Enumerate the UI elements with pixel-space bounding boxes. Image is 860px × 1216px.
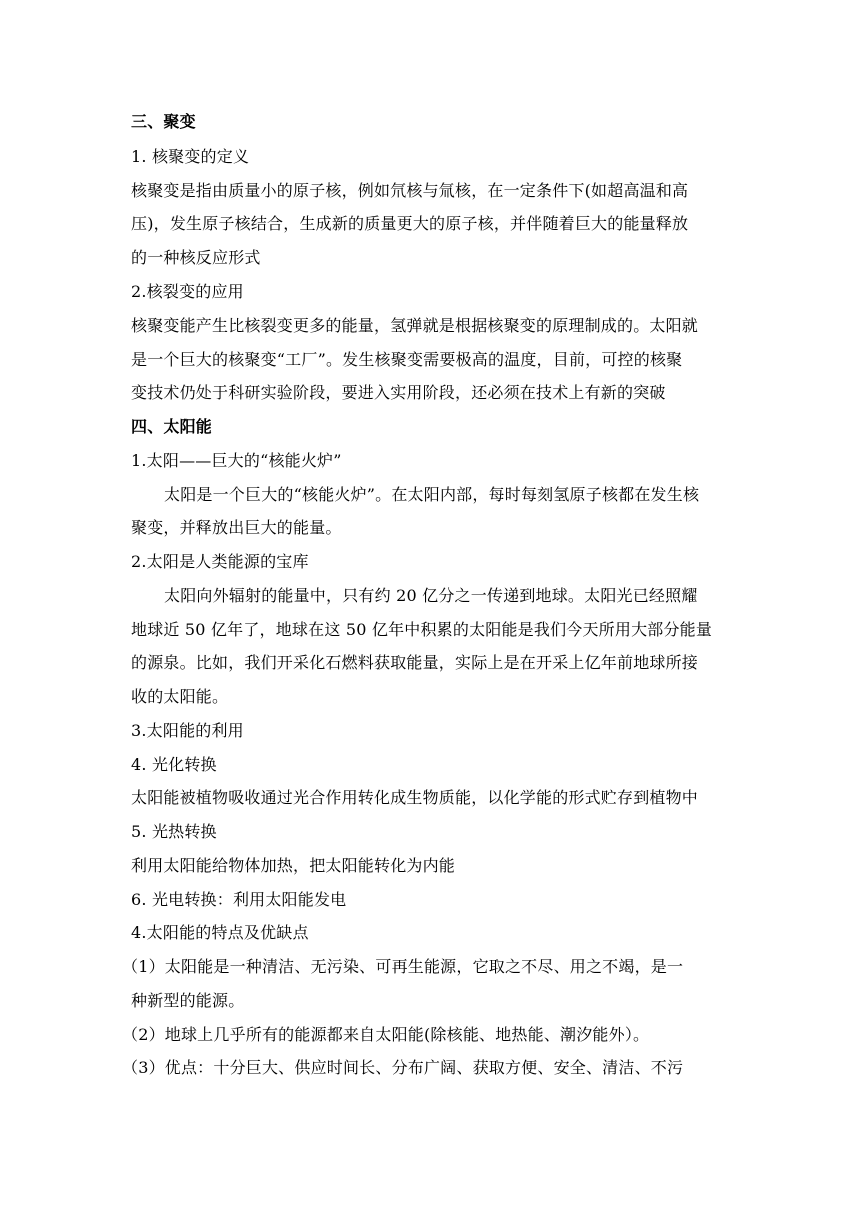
subheading-fission-application: 2.核裂变的应用 bbox=[131, 282, 244, 301]
list-item-line: 种新型的能源。 bbox=[131, 991, 245, 1010]
subheading-photothermal: 5. 光热转换 bbox=[131, 822, 217, 841]
subheading-solar-utilization: 3.太阳能的利用 bbox=[131, 721, 244, 740]
subheading-solar-features: 4.太阳能的特点及优缺点 bbox=[131, 923, 309, 942]
paragraph-line: 利用太阳能给物体加热，把太阳能转化为内能 bbox=[131, 856, 456, 875]
paragraph-line: 收的太阳能。 bbox=[131, 687, 229, 706]
paragraph-line: 压)，发生原子核结合，生成新的质量更大的原子核，并伴随着巨大的能量释放 bbox=[131, 214, 689, 233]
paragraph-line: 是一个巨大的核聚变“工厂”。发生核聚变需要极高的温度，目前，可控的核聚 bbox=[131, 350, 683, 369]
section-heading-fusion: 三、聚变 bbox=[131, 112, 196, 131]
subheading-fusion-definition: 1. 核聚变的定义 bbox=[131, 147, 250, 166]
list-item-line: （2）地球上几乎所有的能源都来自太阳能(除核能、地热能、潮汐能外）。 bbox=[122, 1025, 650, 1044]
paragraph-line: 核聚变是指由质量小的原子核，例如氘核与氚核，在一定条件下(如超高温和高 bbox=[131, 181, 689, 200]
paragraph-line: 太阳能被植物吸收通过光合作用转化成生物质能，以化学能的形式贮存到植物中 bbox=[131, 788, 699, 807]
paragraph-line: 地球近 50 亿年了，地球在这 50 亿年中积累的太阳能是我们今天所用大部分能量 bbox=[131, 620, 713, 639]
paragraph-line: 核聚变能产生比核裂变更多的能量，氢弹就是根据核聚变的原理制成的。太阳就 bbox=[131, 316, 699, 335]
list-item-line: （1）太阳能是一种清洁、无污染、可再生能源，它取之不尽、用之不竭，是一 bbox=[122, 957, 684, 976]
paragraph-line: 的一种核反应形式 bbox=[131, 248, 261, 267]
paragraph-line: 太阳是一个巨大的“核能火炉”。在太阳内部，每时每刻氢原子核都在发生核 bbox=[164, 485, 700, 504]
paragraph-line: 的源泉。比如，我们开采化石燃料获取能量，实际上是在开采上亿年前地球所接 bbox=[131, 653, 699, 672]
paragraph-line: 太阳向外辐射的能量中，只有约 20 亿分之一传递到地球。太阳光已经照耀 bbox=[164, 586, 698, 605]
subheading-photochemical: 4. 光化转换 bbox=[131, 755, 217, 774]
subheading-energy-treasury: 2.太阳是人类能源的宝库 bbox=[131, 552, 309, 571]
section-heading-solar-energy: 四、太阳能 bbox=[131, 417, 213, 436]
list-item-line: （3）优点：十分巨大、供应时间长、分布广阔、获取方便、安全、清洁、不污 bbox=[122, 1058, 684, 1077]
paragraph-line: 聚变，并释放出巨大的能量。 bbox=[131, 518, 342, 537]
subheading-sun-furnace: 1.太阳——巨大的“核能火炉” bbox=[131, 451, 342, 470]
subheading-photovoltaic: 6. 光电转换：利用太阳能发电 bbox=[131, 890, 347, 909]
paragraph-line: 变技术仍处于科研实验阶段，要进入实用阶段，还必须在技术上有新的突破 bbox=[131, 383, 666, 402]
